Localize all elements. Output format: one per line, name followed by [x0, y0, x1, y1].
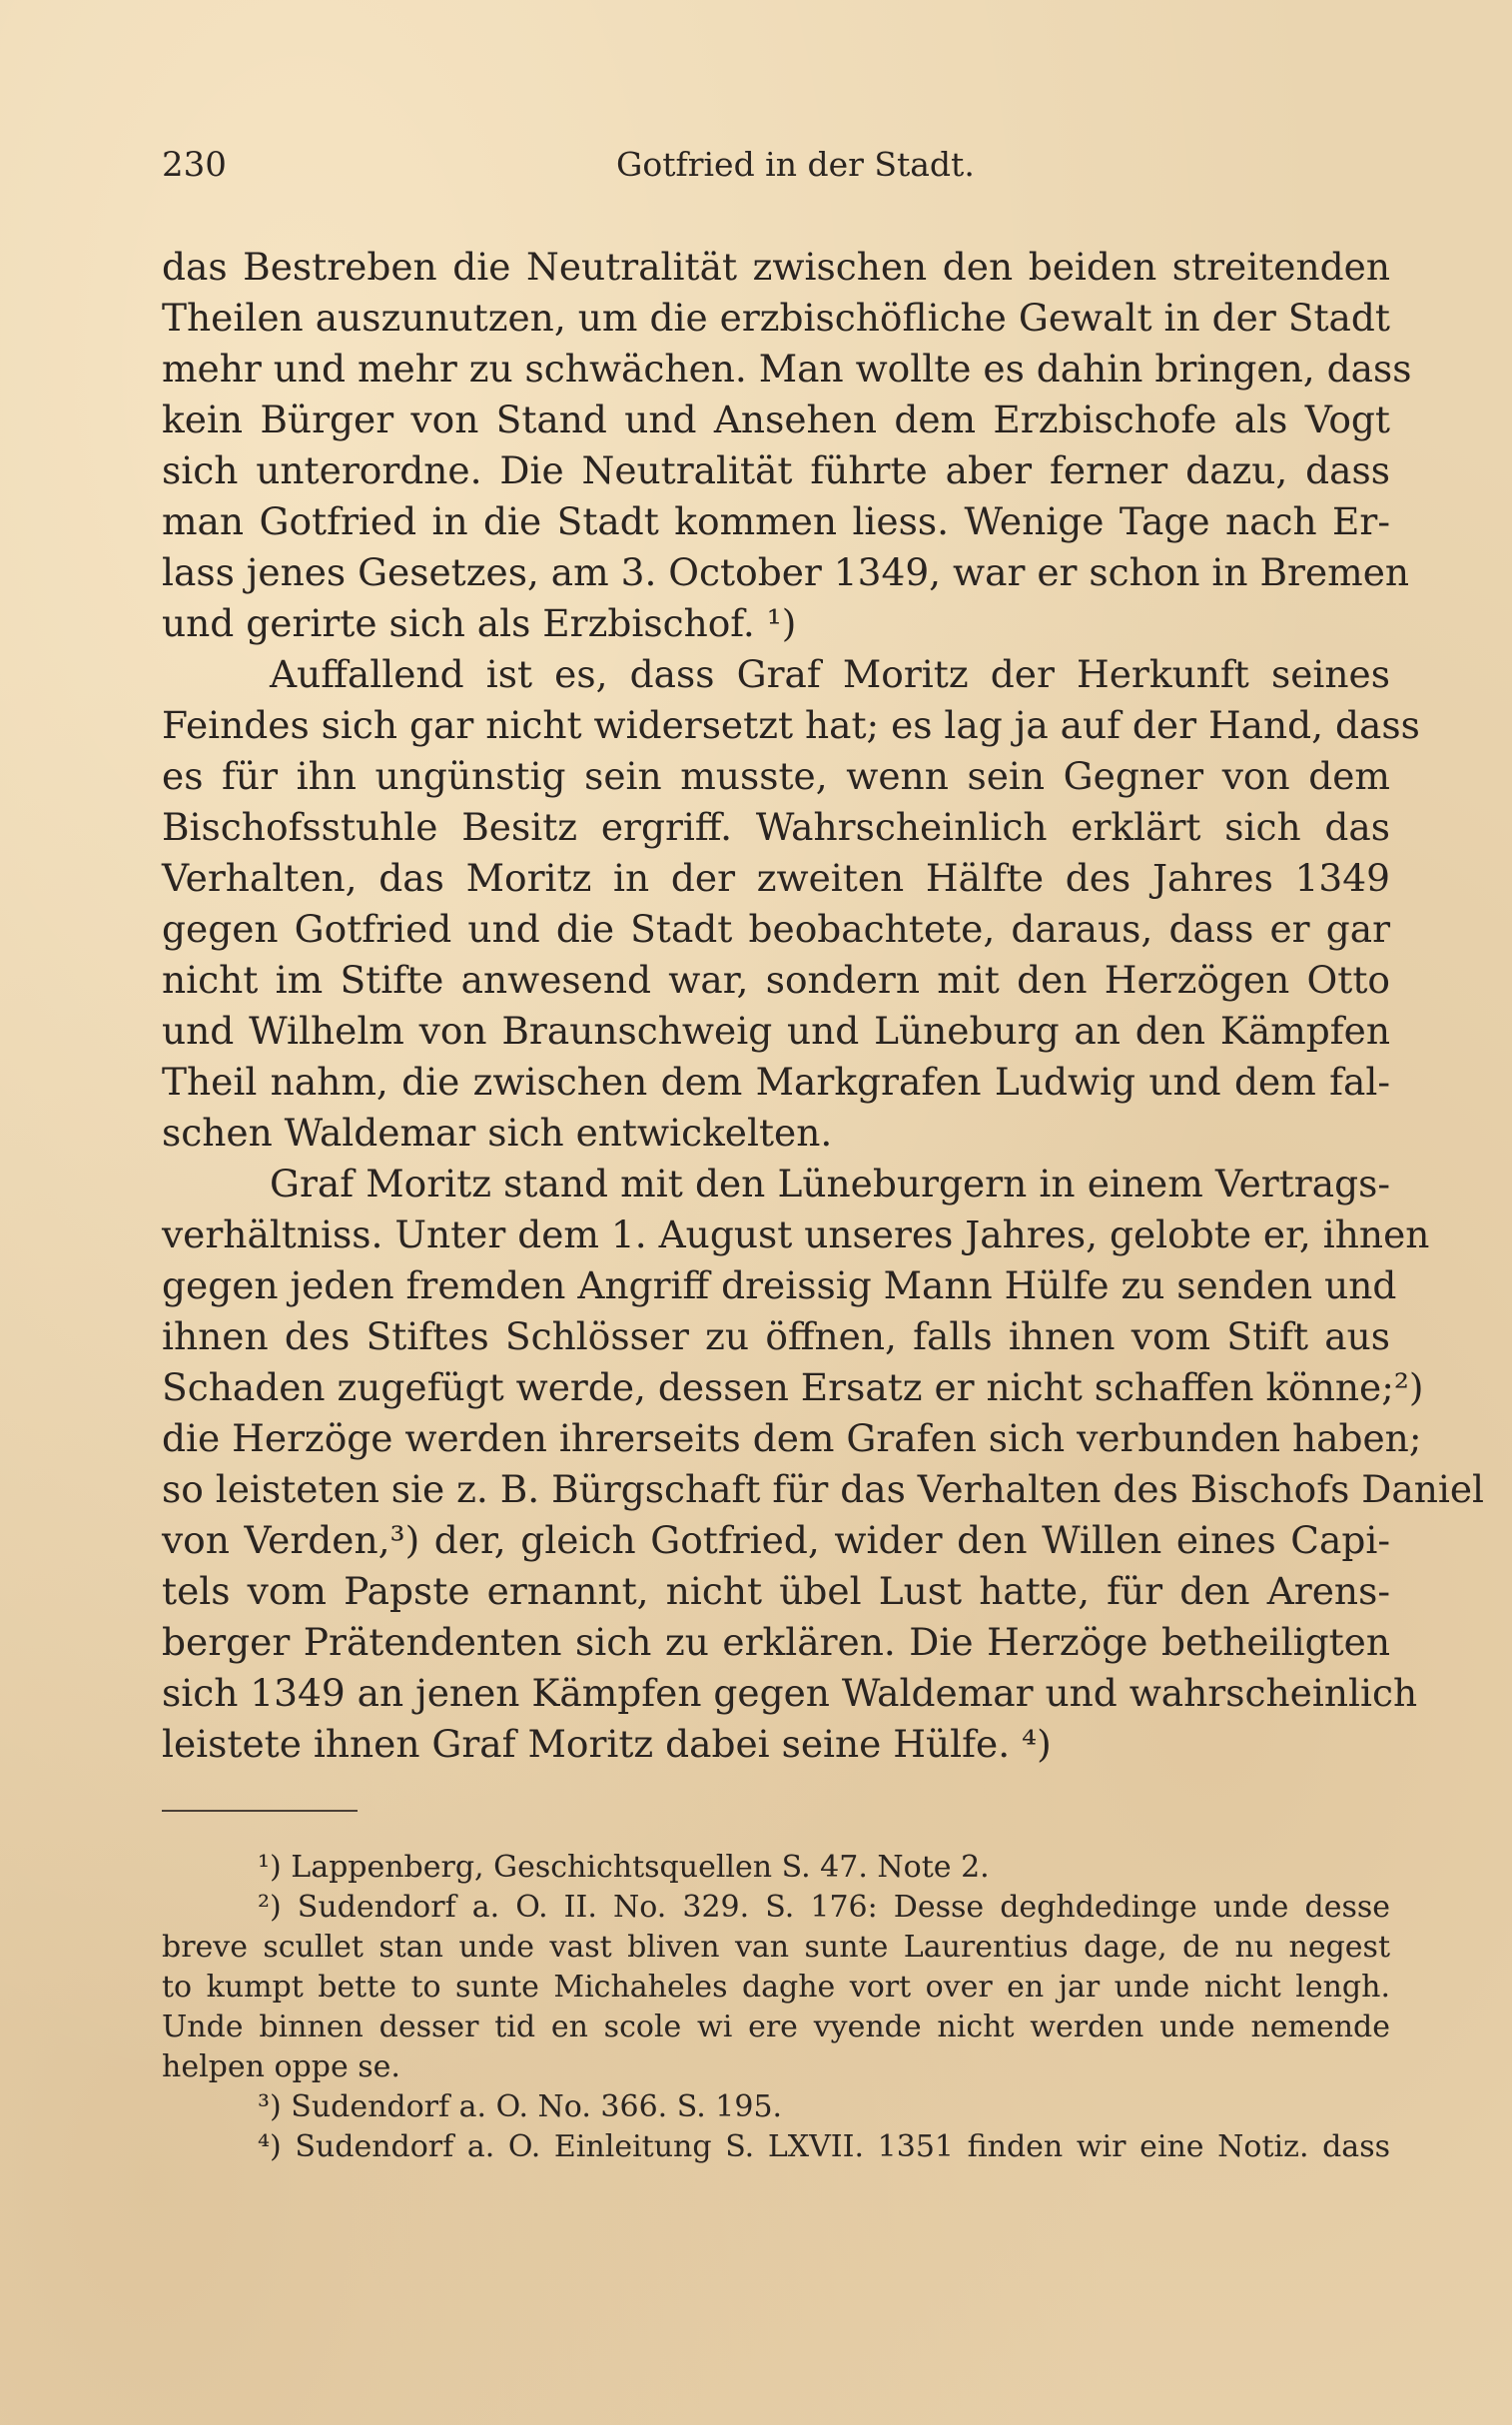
text-line: Theilen auszunutzen, um die erzbischöfliche Gewalt in der Stadt	[162, 296, 1390, 340]
footnote-line: ¹) Lappenberg, Geschichtsquellen S. 47. Note 2.	[258, 1850, 990, 1885]
text-line: von Verden,³) der, gleich Gotfried, wider den Willen eines Capi-	[162, 1518, 1390, 1562]
footnote-line: Unde binnen desser tid en scole wi ere vyende nicht werden unde nemende	[162, 2010, 1390, 2044]
text-line: ihnen des Stiftes Schlösser zu öffnen, falls ihnen vom Stift aus	[162, 1314, 1390, 1358]
footnote-line: helpen oppe se.	[162, 2049, 400, 2084]
text-line: tels vom Papste ernannt, nicht übel Lust hatte, für den Arens-	[162, 1569, 1390, 1613]
text-line: kein Bürger von Stand und Ansehen dem Erzbischofe als Vogt	[162, 398, 1390, 441]
text-line: Bischofsstuhle Besitz ergriff. Wahrscheinlich erklärt sich das	[162, 805, 1390, 849]
text-line: berger Prätendenten sich zu erklären. Die Herzöge betheiligten	[162, 1620, 1390, 1664]
text-line: und gerirte sich als Erzbischof. ¹)	[162, 601, 797, 645]
footnote-line: ⁴) Sudendorf a. O. Einleitung S. LXVII. 1351 finden wir eine Notiz. dass	[258, 2129, 1390, 2164]
text-line: Graf Moritz stand mit den Lüneburgern in einem Vertrags-	[270, 1162, 1390, 1206]
text-line: Theil nahm, die zwischen dem Markgrafen Ludwig und dem fal-	[162, 1060, 1390, 1104]
text-line: sich 1349 an jenen Kämpfen gegen Waldemar und wahrscheinlich	[162, 1671, 1418, 1715]
footnote-line: ³) Sudendorf a. O. No. 366. S. 195.	[258, 2089, 783, 2124]
text-line: gegen jeden fremden Angriff dreissig Mann Hülfe zu senden und	[162, 1263, 1397, 1307]
text-line: sich unterordne. Die Neutralität führte aber ferner dazu, dass	[162, 448, 1390, 492]
text-line: so leisteten sie z. B. Bürgschaft für das Verhalten des Bischofs Daniel	[162, 1467, 1485, 1511]
text-line: leistete ihnen Graf Moritz dabei seine Hülfe. ⁴)	[162, 1722, 1052, 1766]
text-line: es für ihn ungünstig sein musste, wenn sein Gegner von dem	[162, 754, 1390, 798]
page-number: 230	[162, 145, 227, 185]
text-line: Schaden zugefügt werde, dessen Ersatz er nicht schaffen könne;²)	[162, 1365, 1424, 1409]
text-line: Feindes sich gar nicht widersetzt hat; es lag ja auf der Hand, dass	[162, 703, 1420, 747]
text-line: Auffallend ist es, dass Graf Moritz der Herkunft seines	[270, 652, 1390, 696]
footnote-line: breve scullet stan unde vast bliven van sunte Laurentius dage, de nu negest	[162, 1930, 1390, 1965]
running-title: Gotfried in der Stadt.	[616, 145, 975, 184]
footnote-line: ²) Sudendorf a. O. II. No. 329. S. 176: Desse deghdedinge unde desse	[258, 1890, 1390, 1925]
text-line: das Bestreben die Neutralität zwischen den beiden streitenden	[162, 245, 1390, 289]
text-line: gegen Gotfried und die Stadt beobachtete, daraus, dass er gar	[162, 907, 1390, 951]
text-line: und Wilhelm von Braunschweig und Lüneburg an den Kämpfen	[162, 1009, 1390, 1053]
text-line: verhältniss. Unter dem 1. August unseres Jahres, gelobte er, ihnen	[162, 1212, 1430, 1256]
text-line: nicht im Stifte anwesend war, sondern mit den Herzögen Otto	[162, 958, 1390, 1002]
footnote-line: to kumpt bette to sunte Michaheles daghe vort over en jar unde nicht lengh.	[162, 1970, 1390, 2005]
text-line: schen Waldemar sich entwickelten.	[162, 1111, 833, 1155]
running-head	[162, 143, 1390, 187]
text-line: die Herzöge werden ihrerseits dem Grafen sich verbunden haben;	[162, 1416, 1422, 1460]
footnote-divider	[162, 1810, 358, 1812]
text-line: mehr und mehr zu schwächen. Man wollte es dahin bringen, dass	[162, 347, 1412, 391]
footnotes	[162, 1848, 1390, 2167]
main-text	[162, 242, 1485, 1770]
text-line: man Gotfried in die Stadt kommen liess. Wenige Tage nach Er-	[162, 499, 1390, 543]
text-line: Verhalten, das Moritz in der zweiten Hälfte des Jahres 1349	[162, 856, 1390, 900]
text-line: lass jenes Gesetzes, am 3. October 1349, war er schon in Bremen	[162, 550, 1410, 594]
